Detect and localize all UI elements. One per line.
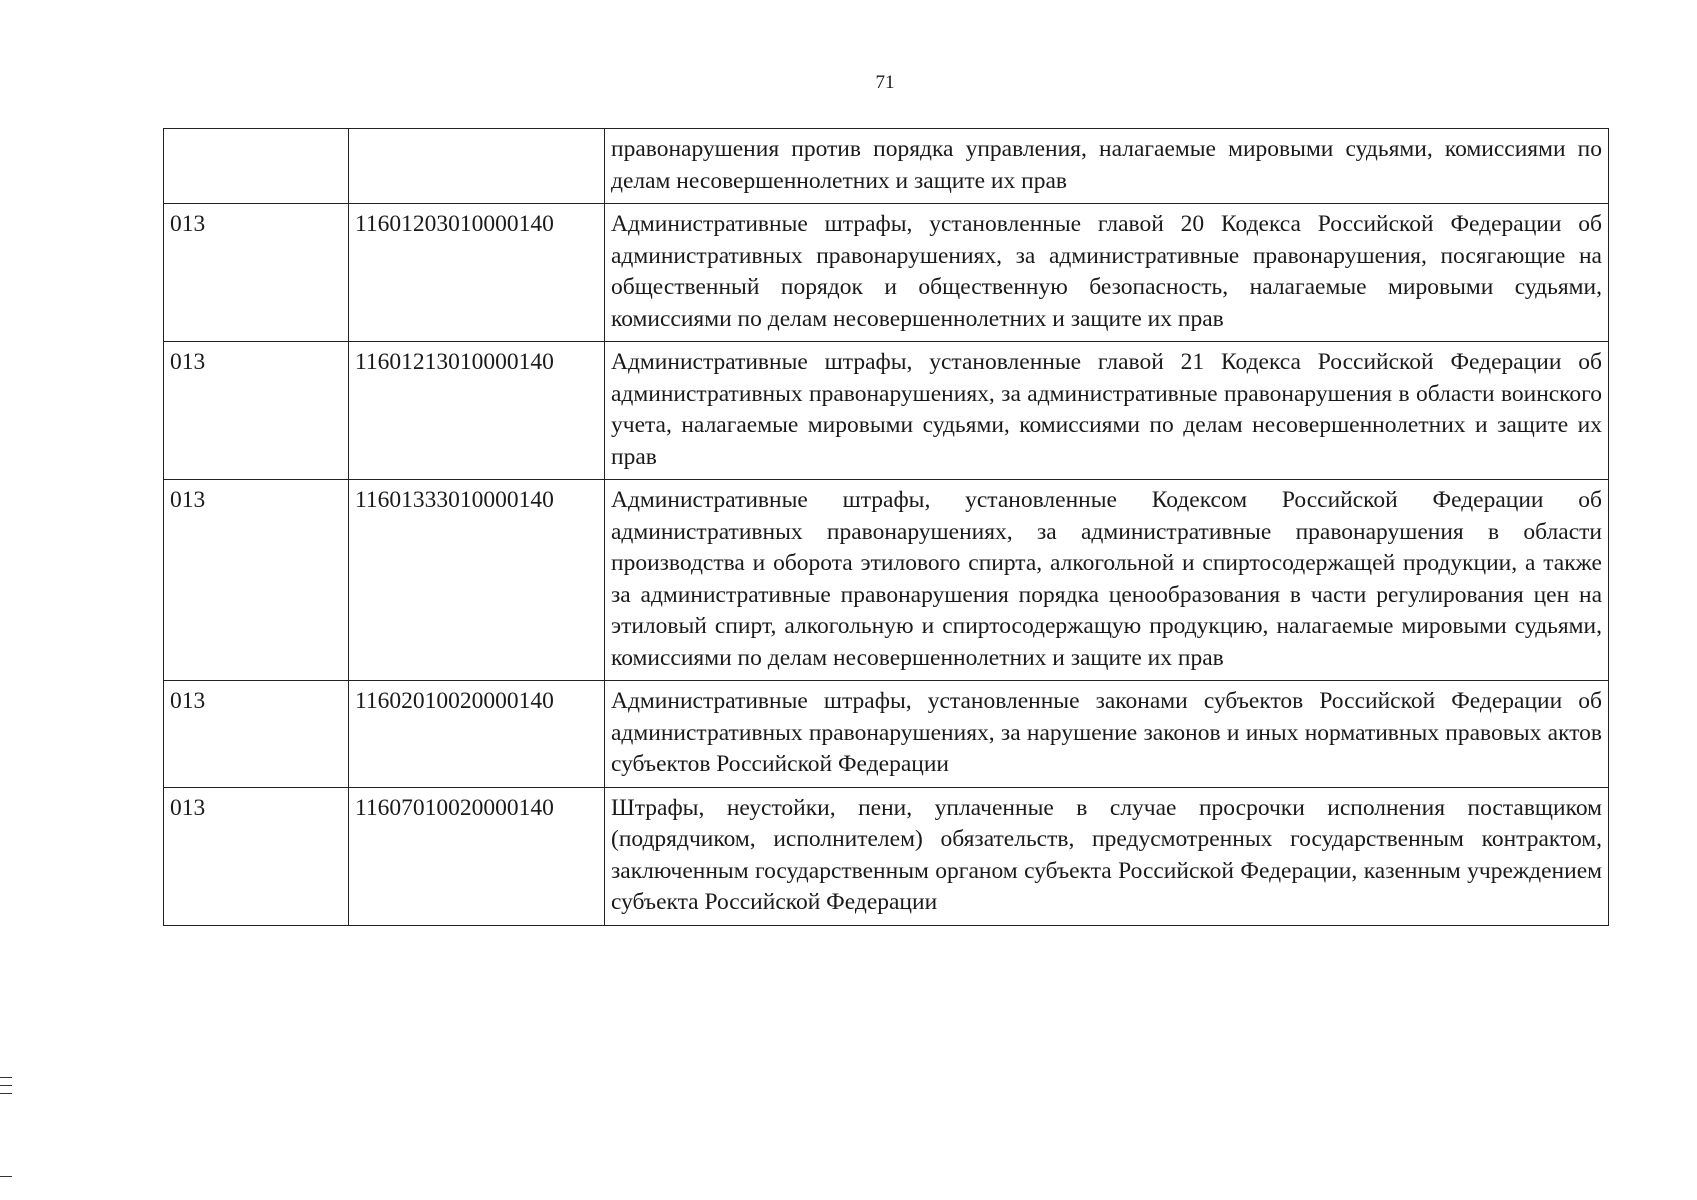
budget-code-cell: 11607010020000140 (349, 787, 605, 925)
admin-code-cell: 013 (164, 342, 349, 480)
admin-code-cell: 013 (164, 204, 349, 342)
admin-code-cell: 013 (164, 787, 349, 925)
scan-margin-mark (0, 1176, 12, 1177)
description-cell: Административные штрафы, установленные главой 21 Кодекса Российской Федерации об административных правонарушениях, за административные правонарушения в области воинского учета, налагаемые мировыми судьями, комиссиями по делам несовершеннолетних и защите их прав (605, 342, 1609, 480)
table-row (164, 681, 1609, 788)
table-row (164, 204, 1609, 342)
description-cell: Административные штрафы, установленные Кодексом Российской Федерации об административных правонарушениях, за административные правонарушения в области производства и оборота этилового спирта, алкогольной и спиртосодержащей продукции, а также за административные правонарушения порядка ценообразования в части регулирования цен на этиловый спирт, алкогольную и спиртосодержащую продукцию, налагаемые мировыми судьями, комиссиями по делам несовершеннолетних и защите их прав (605, 480, 1609, 681)
description-cell: Административные штрафы, установленные законами субъектов Российской Федерации об административных правонарушениях, за нарушение законов и иных нормативных правовых актов субъектов Российской Федерации (605, 681, 1609, 788)
page-number: 71 (875, 72, 895, 93)
description-cell: Штрафы, неустойки, пени, уплаченные в случае просрочки исполнения поставщиком (подрядчиком, исполнителем) обязательств, предусмотренных государственным контрактом, заключенным государственным органом субъекта Российской Федерации, казенным учреждением субъекта Российской Федерации (605, 787, 1609, 925)
budget-code-cell: 11602010020000140 (349, 681, 605, 788)
scan-margin-mark (0, 1093, 12, 1094)
admin-code-cell: 013 (164, 480, 349, 681)
admin-code-cell: 013 (164, 681, 349, 788)
table-row (164, 480, 1609, 681)
table-row (164, 787, 1609, 925)
table-row (164, 342, 1609, 480)
budget-code-cell: 11601203010000140 (349, 204, 605, 342)
budget-code-cell: 11601333010000140 (349, 480, 605, 681)
table-row (164, 129, 1609, 204)
budget-codes-table (163, 128, 1609, 926)
description-cell: Административные штрафы, установленные главой 20 Кодекса Российской Федерации об административных правонарушениях, за административные правонарушения, посягающие на общественный порядок и общественную безопасность, налагаемые мировыми судьями, комиссиями по делам несовершеннолетних и защите их прав (605, 204, 1609, 342)
scan-margin-mark (0, 1085, 12, 1086)
description-cell: правонарушения против порядка управления, налагаемые мировыми судьями, комиссиями по делам несовершеннолетних и защите их прав (605, 129, 1609, 204)
budget-code-cell (349, 129, 605, 204)
admin-code-cell (164, 129, 349, 204)
budget-code-cell: 11601213010000140 (349, 342, 605, 480)
scan-margin-mark (0, 1077, 12, 1078)
